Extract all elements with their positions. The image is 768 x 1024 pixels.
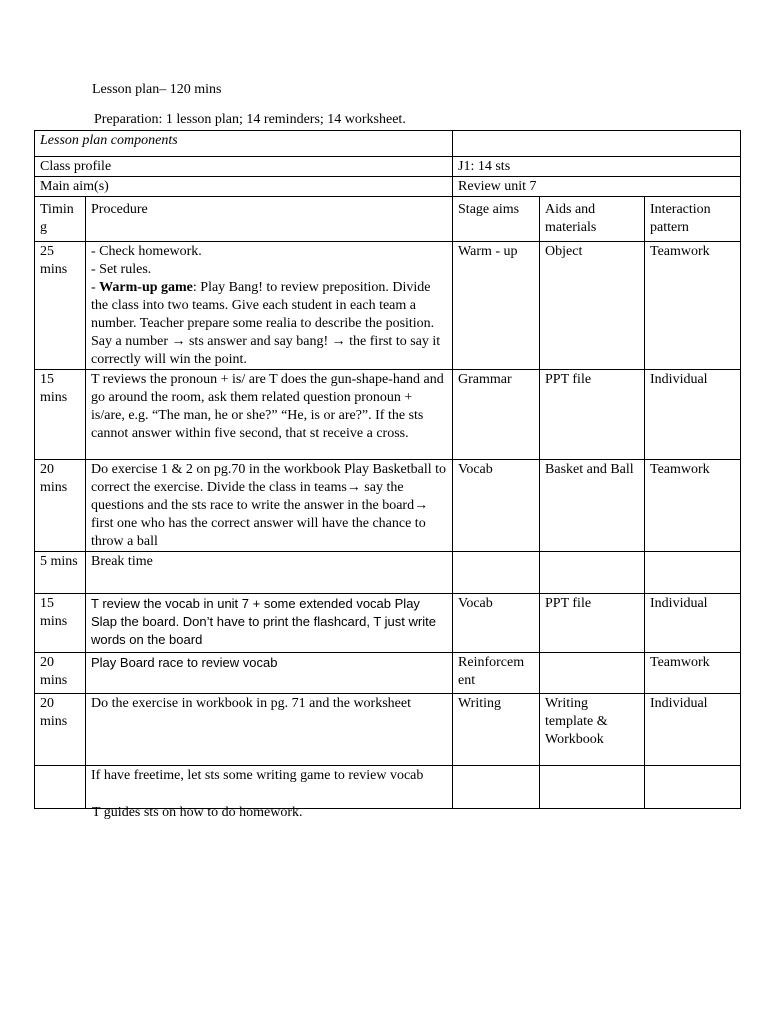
timing-cell: 20 mins [35,460,86,552]
col-header-procedure: Procedure [86,197,453,242]
procedure-cell: Play Board race to review vocab [86,653,453,694]
aids-cell: PPT file [540,594,645,653]
timing-cell: 20 mins [35,694,86,766]
aids-cell [540,653,645,694]
interaction-cell: Individual [645,594,741,653]
stage-cell: Grammar [453,370,540,460]
timing-cell: 15 mins [35,594,86,653]
procedure-dash: - [91,280,100,295]
procedure-cell: T reviews the pronoun + is/ are T does the gun-shape-hand and go around the room, ask them related question pronoun + is/are, e.g. “The man, he or she?” “He, is or are?”. If the sts cannot answer within five second, that st receive a cross. [86,370,453,460]
timing-cell: 15 mins [35,370,86,460]
stage-cell: Warm - up [453,242,540,370]
procedure-text: : Play Bang! to review preposition. Divide the class into two teams. Give each student in each team a number. Teacher prepare some realia to describe the position. Say a number → sts answer and say bang! → the first to say it correctly will win the point. [91,280,441,367]
interaction-cell: Individual [645,370,741,460]
interaction-cell: Teamwork [645,653,741,694]
col-header-timing: Timin g [35,197,86,242]
interaction-cell: Teamwork [645,242,741,370]
procedure-cell [86,242,453,370]
stage-cell [453,552,540,594]
class-profile-value: J1: 14 sts [453,157,741,177]
main-aims-value: Review unit 7 [453,177,741,197]
table-row [35,460,741,552]
table-row [35,766,741,809]
procedure-line: - Set rules. [91,262,152,277]
interaction-cell: Teamwork [645,460,741,552]
stage-cell: Reinforcem ent [453,653,540,694]
aids-cell [540,552,645,594]
timing-cell: 20 mins [35,653,86,694]
col-header-stage: Stage aims [453,197,540,242]
stage-cell: Vocab [453,594,540,653]
table-row [35,242,741,370]
procedure-cell: Do the exercise in workbook in pg. 71 and the worksheet [86,694,453,766]
timing-cell: 25 mins [35,242,86,370]
aids-cell: PPT file [540,370,645,460]
col-header-aids: Aids and materials [540,197,645,242]
column-header-row [35,197,741,242]
procedure-cell: Do exercise 1 & 2 on pg.70 in the workbook Play Basketball to correct the exercise. Divide the class in teams→ say the questions and the sts race to write the answer in the board→ first one who has the correct answer will have the chance to throw a ball [86,460,453,552]
aids-cell: Object [540,242,645,370]
timing-cell [35,766,86,809]
components-row [35,131,741,157]
homework-note: T guides sts on how to do homework. [92,805,303,820]
aids-cell [540,766,645,809]
interaction-cell [645,766,741,809]
col-header-interaction: Interaction pattern [645,197,741,242]
table-row [35,694,741,766]
components-label: Lesson plan components [35,131,453,157]
lesson-plan-table [34,130,741,809]
procedure-cell: If have freetime, let sts some writing game to review vocab [86,766,453,809]
timing-cell: 5 mins [35,552,86,594]
preparation-line: Preparation: 1 lesson plan; 14 reminders; 14 worksheet. [94,112,406,127]
components-empty [453,131,741,157]
table-row [35,594,741,653]
table-row [35,552,741,594]
aids-cell: Basket and Ball [540,460,645,552]
main-aims-label: Main aim(s) [35,177,453,197]
main-aims-row [35,177,741,197]
warm-up-game-label: Warm-up game [99,280,193,295]
table-row [35,370,741,460]
class-profile-label: Class profile [35,157,453,177]
procedure-cell: T review the vocab in unit 7 + some extended vocab Play Slap the board. Don’t have to print the flashcard, T just write words on the board [86,594,453,653]
stage-cell: Writing [453,694,540,766]
procedure-cell: Break time [86,552,453,594]
aids-cell: Writing template & Workbook [540,694,645,766]
procedure-line: - Check homework. [91,244,202,259]
interaction-cell [645,552,741,594]
interaction-cell: Individual [645,694,741,766]
stage-cell [453,766,540,809]
lesson-plan-title: Lesson plan– 120 mins [92,82,222,97]
stage-cell: Vocab [453,460,540,552]
class-profile-row [35,157,741,177]
table-row [35,653,741,694]
